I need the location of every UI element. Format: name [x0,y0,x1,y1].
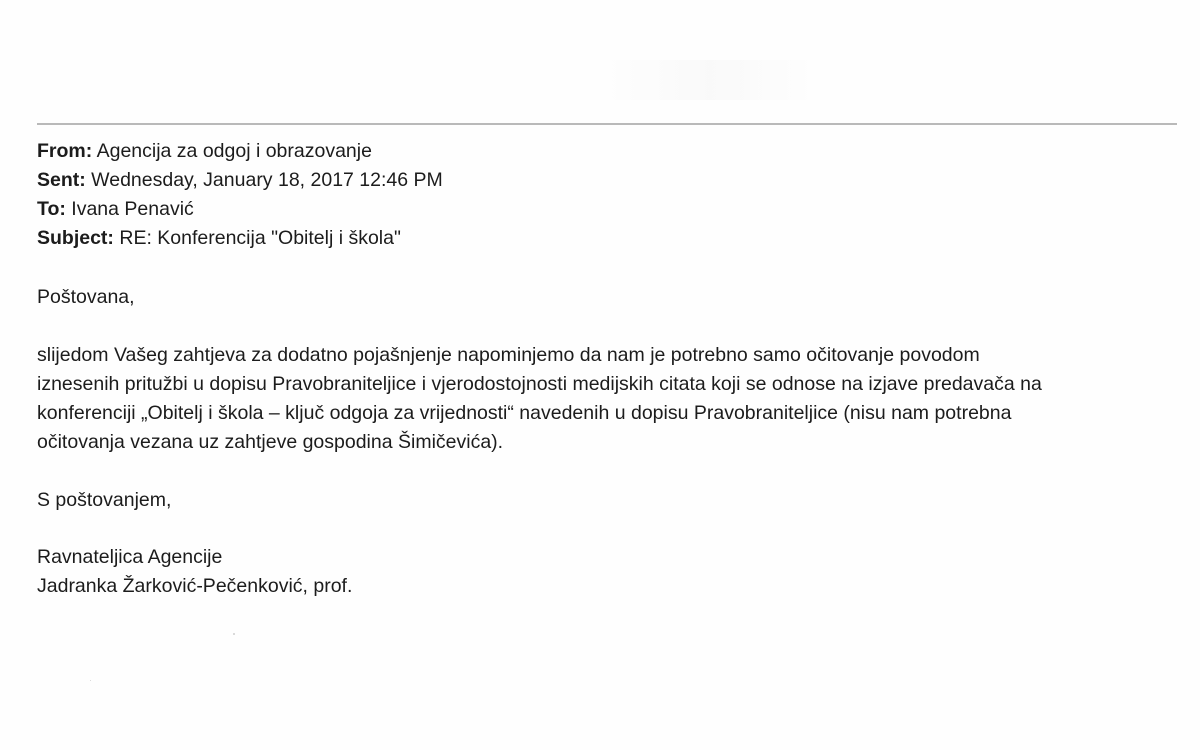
signature-title: Ravnateljica Agencije [37,546,223,568]
subject-line [37,224,443,253]
body-paragraph [37,341,1177,457]
signature-block [37,543,1177,601]
header-separator-line [37,123,1177,125]
body-line: konferenciji „Obitelj i škola – ključ odgoja za vrijednosti“ navedenih u dopisu Pravobraniteljice (nisu nam potrebna [37,402,1012,424]
signature-name: Jadranka Žarković-Pečenković, prof. [37,575,353,597]
to-label: To: [37,198,66,220]
to-value: Ivana Penavić [71,198,194,220]
sent-value: Wednesday, January 18, 2017 12:46 PM [91,169,443,191]
subject-label: Subject: [37,227,114,249]
greeting: Poštovana, [37,286,135,308]
body-line: iznesenih pritužbi u dopisu Pravobraniteljice i vjerodostojnosti medijskih citata koji se odnose na izjave predavača na [37,373,1042,395]
sent-label: Sent: [37,169,86,191]
to-line [37,195,443,224]
scan-speck [233,633,235,635]
from-label: From: [37,140,93,162]
sent-line [37,166,443,195]
closing: S poštovanjem, [37,489,172,511]
from-value: Agencija za odgoj i obrazovanje [96,140,372,162]
scan-speck [90,680,91,681]
from-line [37,137,443,166]
subject-value: RE: Konferencija "Obitelj i škola" [119,227,401,249]
body-line: očitovanja vezana uz zahtjeve gospodina Šimičevića). [37,431,504,453]
bleed-through-smudge [600,60,820,100]
email-header [37,137,443,253]
body-line: slijedom Vašeg zahtjeva za dodatno pojašnjenje napominjemo da nam je potrebno samo očitovanje povodom [37,344,980,366]
